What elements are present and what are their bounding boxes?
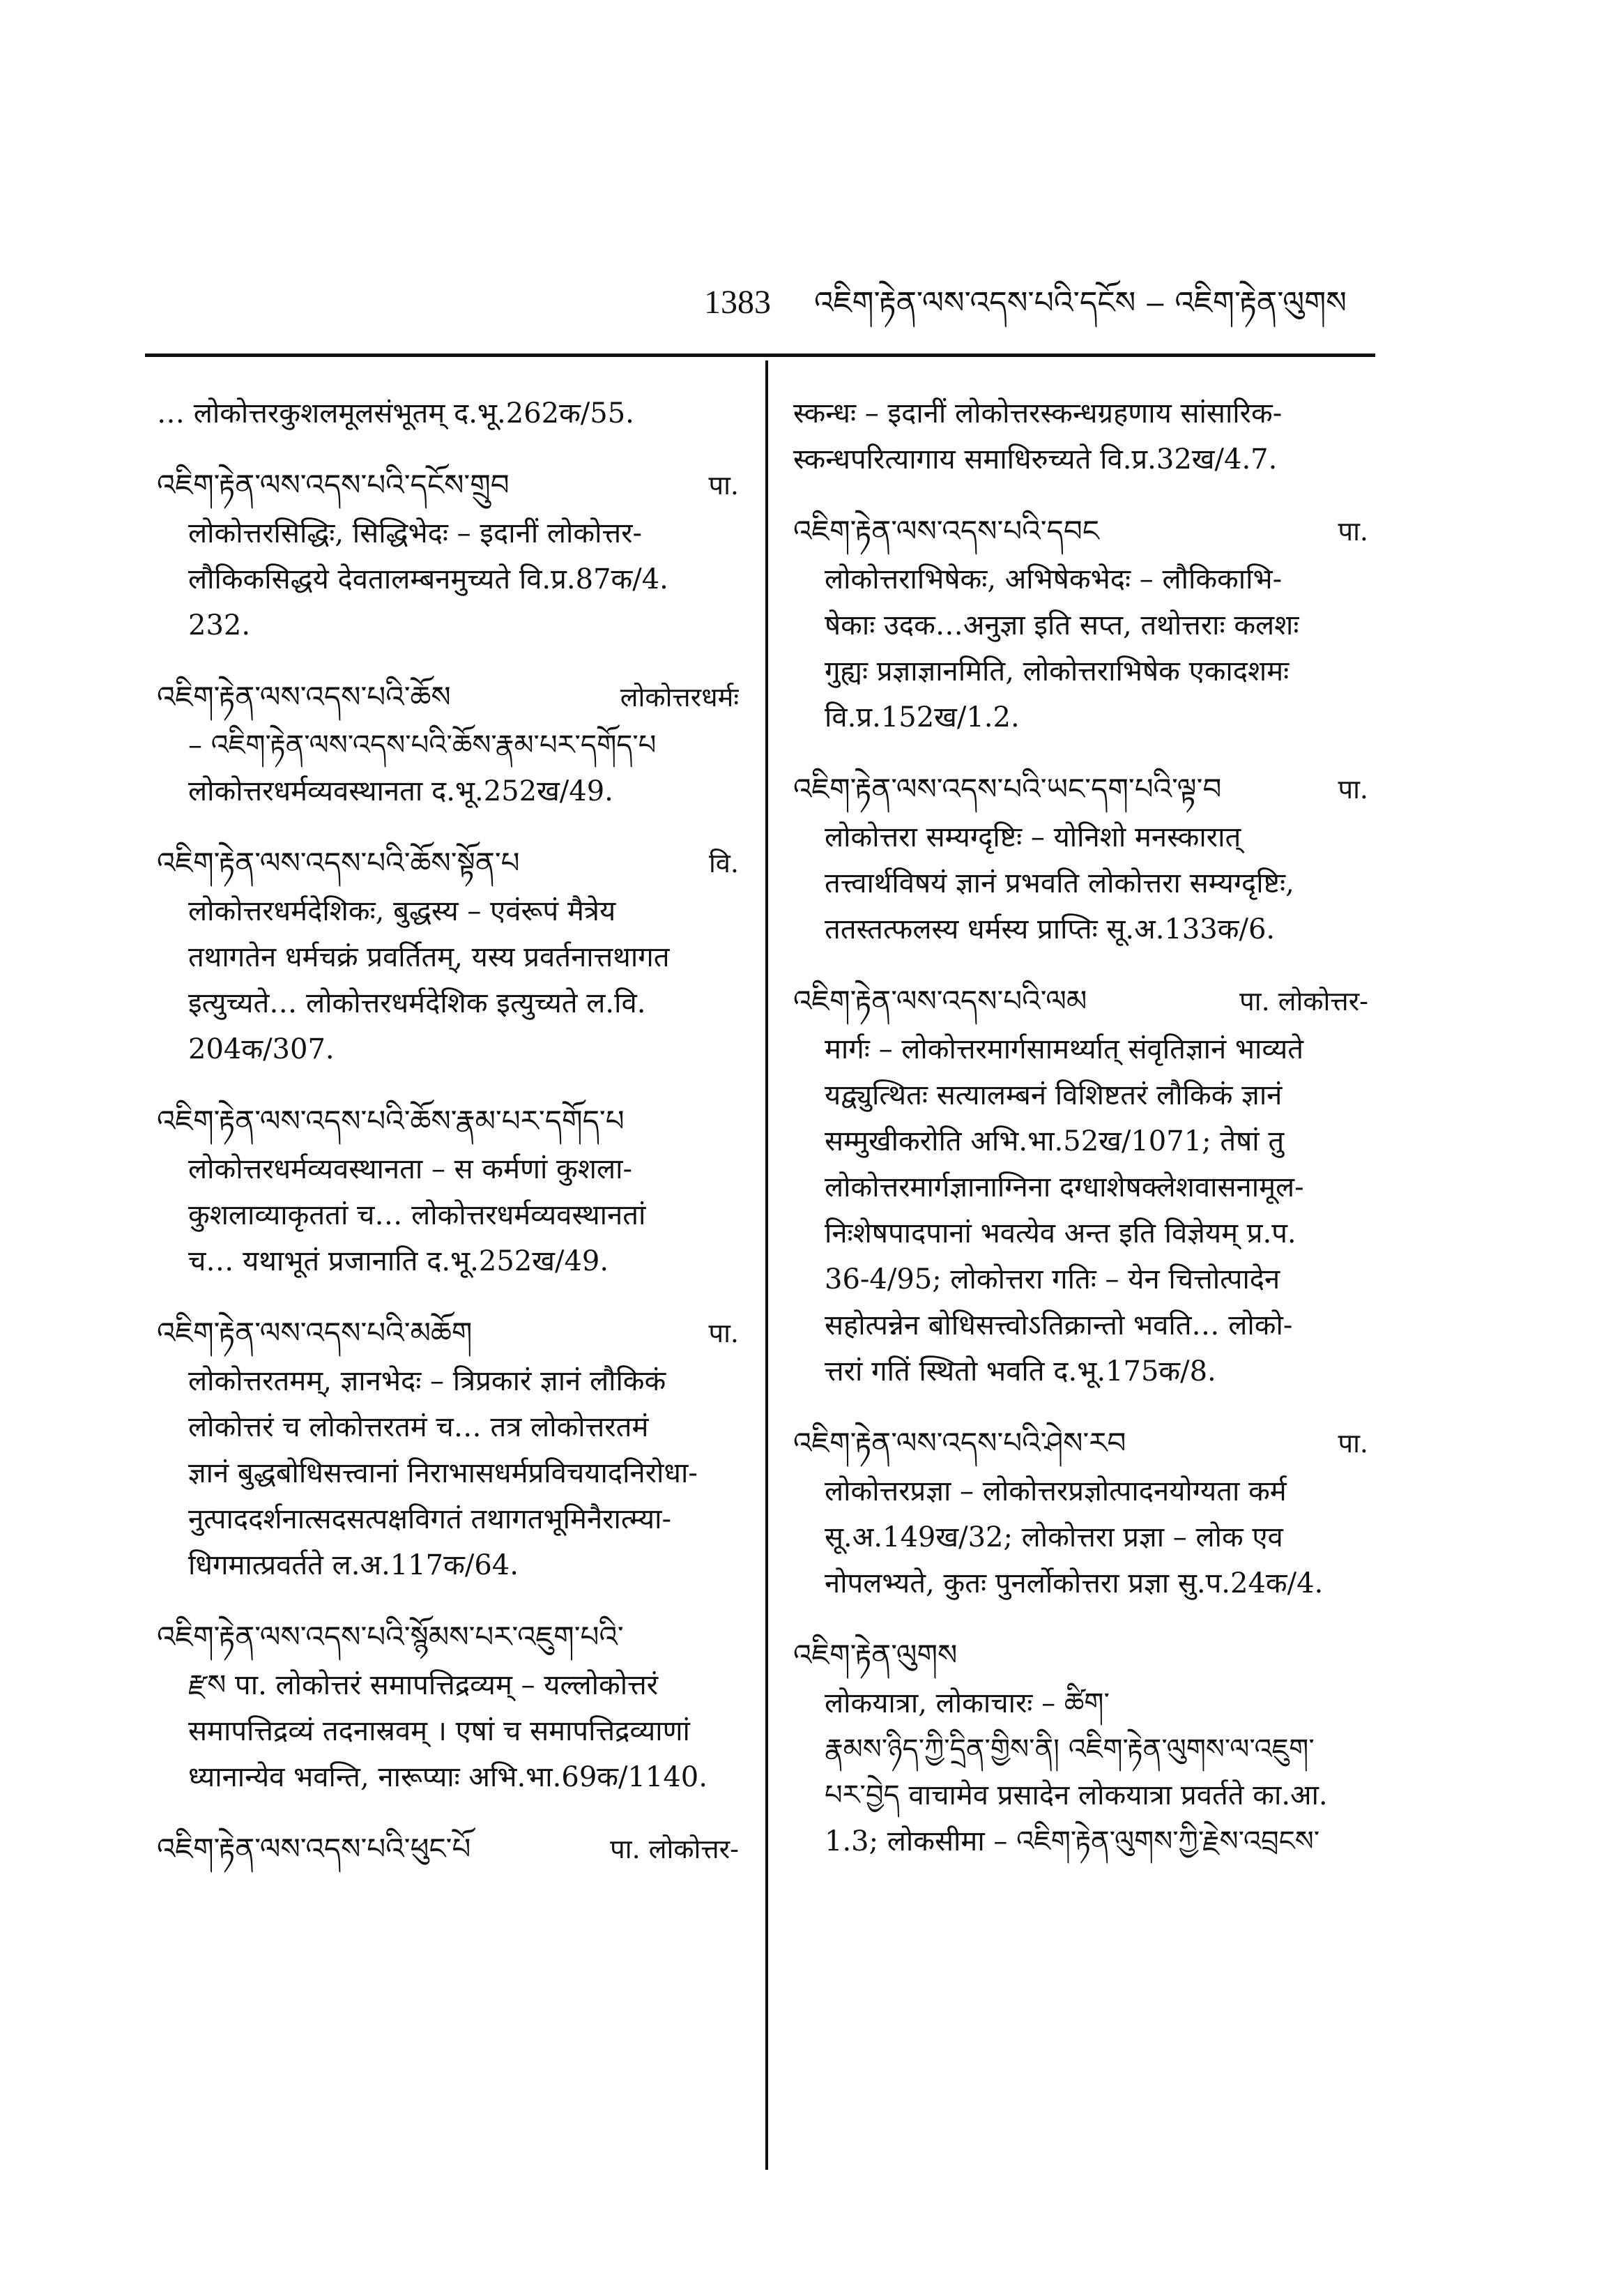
entry-line: तथागतेन धर्मचक्रं प्रवर्तितम्, यस्य प्रवर्तनात्तथागत — [188, 941, 670, 973]
entry-line: लोकोत्तरधर्मव्यवस्थानता द.भू.252ख/49. — [188, 775, 613, 807]
entry-line: लोकोत्तराभिषेकः, अभिषेकभेदः – लौकिकाभि- — [825, 563, 1283, 595]
entry-line: लोकोत्तरा सम्यग्दृष्टिः – योनिशो मनस्कारात् — [825, 821, 1241, 853]
right-column — [793, 390, 1368, 1888]
entry-line: सू.अ.149ख/32; लोकोत्तरा प्रज्ञा – लोक एव — [825, 1521, 1283, 1553]
entry-line: 232. — [188, 609, 251, 641]
running-title: འཇིག་རྟེན་ལས་འདས་པའི་དངོས ‒ འཇིག་རྟེན་ལུགས — [814, 285, 1347, 321]
dictionary-entry — [793, 764, 1368, 952]
headword-text: འཇིག་རྟེན་ལས་འདས་པའི་ཆོས་སྟོན་པ — [157, 846, 520, 880]
dictionary-entry — [157, 672, 739, 814]
entry-line: लोकयात्रा, लोकाचारः – ཚིག་ — [825, 1687, 1110, 1719]
entry-line: निःशेषपादपानां भवत्येव अन्त इति विज्ञेयम् प्र.प. — [825, 1217, 1296, 1249]
headword-text: འཇིག་རྟེན་ལས་འདས་པའི་ཆོས་རྣམ་པར་དགོད་པ — [157, 1104, 625, 1138]
dictionary-entry — [157, 838, 739, 1072]
entry-line: त्तरां गतिं स्थितो भवति द.भू.175क/8. — [825, 1355, 1216, 1388]
dictionary-entry — [157, 1824, 739, 1874]
dictionary-entry — [793, 976, 1368, 1394]
page-header — [704, 268, 1506, 355]
entry-line: तत्त्वार्थविषयं ज्ञानं प्रभवति लोकोत्तरा सम्यग्दृष्टिः, — [825, 867, 1294, 899]
dictionary-entry — [157, 1096, 739, 1284]
entry-line: ततस्तत्फलस्य धर्मस्य प्राप्तिः सू.अ.133क/6. — [825, 913, 1276, 945]
entry-line: इत्युच्यते… लोकोत्तरधर्मदेशिक इत्युच्यते ल.वि. — [188, 987, 646, 1019]
entry-headword — [157, 1096, 739, 1146]
headword-text: འཇིག་རྟེན་ལས་འདས་པའི་དབང — [793, 514, 1099, 548]
entry-line: རྫས पा. लोकोत्तरं समापत्तिद्रव्यम् – यल्लोकोत्तरं — [188, 1669, 659, 1701]
dictionary-entry — [793, 390, 1368, 482]
entry-line: धिगमात्प्रवर्तते ल.अ.117क/64. — [188, 1549, 519, 1581]
entry-line: गुह्यः प्रज्ञाज्ञानमिति, लोकोत्तराभिषेक एकादशमः — [825, 655, 1290, 687]
page-number: 1383 — [704, 284, 771, 321]
entry-headword — [157, 1824, 739, 1874]
grammar-tag: पा. — [708, 1318, 739, 1348]
entry-line: … लोकोत्तरकुशलमूलसंभूतम् द.भू.262क/55. — [157, 397, 634, 429]
entry-headword — [793, 1418, 1368, 1468]
entry-line: स्कन्धः – इदानीं लोकोत्तरस्कन्धग्रहणाय सांसारिक- — [793, 397, 1283, 429]
grammar-tag: पा. — [1338, 774, 1368, 805]
entry-headword — [157, 672, 739, 722]
entry-headword — [793, 976, 1368, 1026]
headword-text: འཇིག་རྟེན་ལས་འདས་པའི་སྙོམས་པར་འཇུག་པའི་ — [157, 1620, 624, 1654]
entry-headword — [793, 506, 1368, 556]
grammar-tag: पा. लोकोत्तर- — [610, 1834, 739, 1864]
dictionary-entry — [157, 460, 739, 648]
entry-line: ध्यानान्येव भवन्ति, नारूप्याः अभि.भा.69क/1140. — [188, 1761, 707, 1793]
headword-text: འཇིག་རྟེན་ལས་འདས་པའི་ལམ — [793, 984, 1087, 1018]
entry-headword — [157, 460, 739, 510]
entry-line: समापत्तिद्रव्यं तदनास्रवम् । एषां च समापत्तिद्रव्याणां — [188, 1715, 690, 1747]
headword-text: འཇིག་རྟེན་ལས་འདས་པའི་ཤེས་རབ — [793, 1426, 1126, 1460]
entry-headword — [157, 838, 739, 888]
entry-line: 1.3; लोकसीमा – འཇིག་རྟེན་ལུགས་ཀྱི་རྗེས་འབྲངས་ — [825, 1825, 1320, 1857]
entry-line: कुशलाव्याकृततां च… लोकोत्तरधर्मव्यवस्थानतां — [188, 1199, 646, 1231]
entry-line: लोकोत्तरतमम्, ज्ञानभेदः – त्रिप्रकारं ज्ञानं लौकिकं — [188, 1365, 666, 1397]
headword-text: འཇིག་རྟེན་ལས་འདས་པའི་ཕུང་པོ — [157, 1832, 471, 1866]
headword-text: འཇིག་རྟེན་ལུགས — [793, 1638, 958, 1672]
grammar-tag: वि. — [708, 848, 739, 879]
entry-headword — [157, 1612, 739, 1662]
dictionary-entry — [157, 1308, 739, 1588]
left-column — [157, 390, 739, 1898]
entry-line: लोकोत्तरधर्मदेशिकः, बुद्धस्य – एवंरूपं मैत्रेय — [188, 895, 616, 927]
entry-line: नोपलभ्यते, कुतः पुनर्लोकोत्तरा प्रज्ञा सु.प.24क/4. — [825, 1567, 1324, 1599]
entry-headword — [793, 1630, 1368, 1680]
entry-line: 36-4/95; लोकोत्तरा गतिः – येन चित्तोत्पादेन — [825, 1263, 1280, 1295]
entry-line: सहोत्पन्नेन बोधिसत्त्वोऽतिक्रान्तो भवति… लोको- — [825, 1309, 1293, 1341]
grammar-tag: पा. लोकोत्तर- — [1239, 986, 1368, 1017]
entry-headword — [793, 764, 1368, 814]
entry-line: 204क/307. — [188, 1033, 335, 1065]
entry-line: वि.प्र.152ख/1.2. — [825, 701, 1020, 733]
dictionary-entry — [793, 506, 1368, 740]
entry-line: लौकिकसिद्धये देवतालम्बनमुच्यते वि.प्र.87क/4. — [188, 563, 668, 595]
entry-line: लोकोत्तरधर्मव्यवस्थानता – स कर्मणां कुशला- — [188, 1153, 632, 1185]
dictionary-entry — [157, 1612, 739, 1800]
column-divider — [765, 360, 768, 2170]
entry-headword — [157, 1308, 739, 1358]
entry-line: षेकाः उदक…अनुज्ञा इति सप्त, तथोत्तराः कलशः — [825, 609, 1299, 641]
entry-line: लोकोत्तरप्रज्ञा – लोकोत्तरप्रज्ञोत्पादनयोग्यता कर्म — [825, 1475, 1287, 1507]
entry-line: རྣམས་ཉིད་ཀྱི་དྲིན་གྱིས་ནི། འཇིག་རྟེན་ལུགས་ལ་འཇུག་ — [825, 1733, 1315, 1765]
entry-line: ज्ञानं बुद्धबोधिसत्त्वानां निराभासधर्मप्रविचयादनिरोधा- — [188, 1457, 698, 1489]
entry-line: मार्गः – लोकोत्तरमार्गसामर्थ्यात् संवृतिज्ञानं भाव्यते — [825, 1033, 1304, 1065]
grammar-tag: पा. — [708, 470, 739, 501]
entry-line: लोकोत्तरमार्गज्ञानाग्निना दग्धाशेषक्लेशवासनामूल- — [825, 1171, 1304, 1203]
entry-line: नुत्पाददर्शनात्सदसत्पक्षविगतं तथागतभूमिनैरात्म्या- — [188, 1503, 671, 1535]
entry-line: स्कन्धपरित्यागाय समाधिरुच्यते वि.प्र.32ख/4.7. — [793, 443, 1278, 476]
grammar-tag: पा. — [1338, 516, 1368, 547]
headword-text: འཇིག་རྟེན་ལས་འདས་པའི་མཆོག — [157, 1316, 473, 1350]
dictionary-entry — [793, 1418, 1368, 1606]
grammar-tag: लोकोत्तरधर्मः — [620, 682, 739, 713]
header-rule — [145, 353, 1375, 357]
entry-line: པར་བྱེད वाचामेव प्रसादेन लोकयात्रा प्रवर्तते का.आ. — [825, 1779, 1328, 1811]
dictionary-entry — [793, 1630, 1368, 1864]
dictionary-entry — [157, 390, 739, 436]
entry-line: च… यथाभूतं प्रजानाति द.भू.252ख/49. — [188, 1245, 609, 1277]
entry-line: सम्मुखीकरोति अभि.भा.52ख/1071; तेषां तु — [825, 1125, 1285, 1157]
entry-line: – འཇིག་རྟེན་ལས་འདས་པའི་ཆོས་རྣམ་པར་དགོད་པ — [188, 729, 657, 761]
headword-text: འཇིག་རྟེན་ལས་འདས་པའི་དངོས་གྲུབ — [157, 468, 510, 502]
entry-line: यद्व्युत्थितः सत्यालम्बनं विशिष्टतरं लौकिकं ज्ञानं — [825, 1079, 1283, 1111]
headword-text: འཇིག་རྟེན་ལས་འདས་པའི་ཆོས — [157, 680, 451, 714]
headword-text: འཇིག་རྟེན་ལས་འདས་པའི་ཡང་དག་པའི་ལྟ་བ — [793, 772, 1222, 806]
entry-line: लोकोत्तरसिद्धिः, सिद्धिभेदः – इदानीं लोकोत्तर- — [188, 517, 642, 549]
entry-line: लोकोत्तरं च लोकोत्तरतमं च… तत्र लोकोत्तरतमं — [188, 1411, 649, 1443]
grammar-tag: पा. — [1338, 1428, 1368, 1459]
